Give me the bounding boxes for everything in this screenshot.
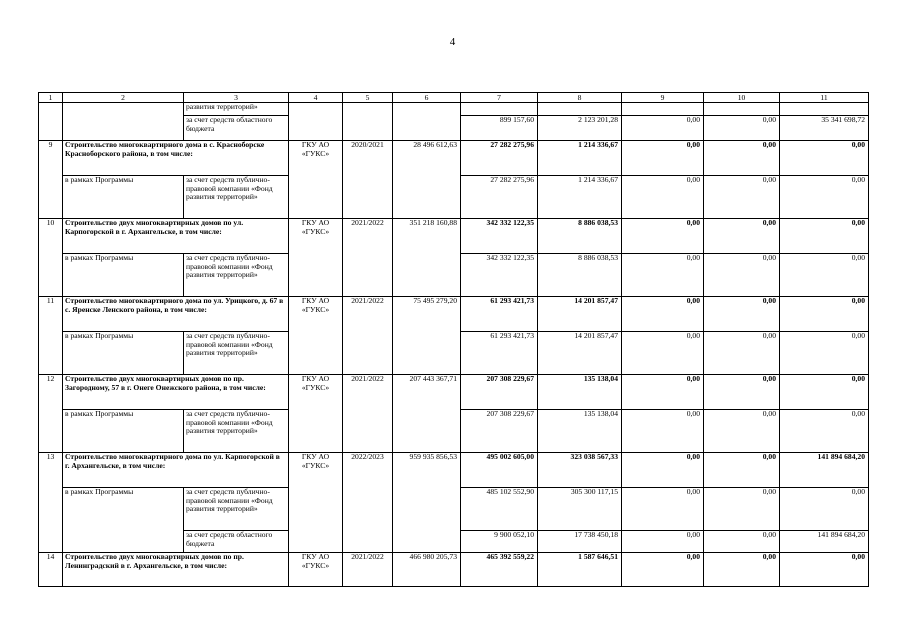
project-name: Строительство многоквартирного дома по ул. Урицкого, д. 67 в с. Яренске Ленского района, в том числе: [63,297,289,332]
value-cell: 0,00 [704,332,780,375]
funding-source: за счет средств публично-правовой компании «Фонд развития территорий» [184,488,289,531]
project-name: Строительство двух многоквартирных домов по пр. Ленинградский в г. Архангельске, в том числе: [63,553,289,587]
program-label: в рамках Программы [63,254,184,297]
col-number: 6 [393,93,461,103]
value-cell: 0,00 [622,531,704,553]
value-cell: 141 894 684,20 [780,453,869,488]
value-cell: 0,00 [704,410,780,453]
project-row [39,219,869,254]
value-cell: 305 300 117,15 [538,488,622,531]
row-number: 14 [39,553,63,587]
value-cell: 135 138,04 [538,375,622,410]
value-cell: 1 214 336,67 [538,176,622,219]
customer: ГКУ АО «ГУКС» [289,219,343,297]
value-cell: 0,00 [780,410,869,453]
value-cell: 465 392 559,22 [461,553,538,587]
value-cell: 342 332 122,35 [461,254,538,297]
table-row [39,103,869,116]
col-number: 2 [63,93,184,103]
value-cell: 0,00 [622,375,704,410]
value-cell: 0,00 [780,332,869,375]
total-cost: 351 218 160,88 [393,219,461,297]
value-cell: 0,00 [780,297,869,332]
value-cell: 9 900 052,10 [461,531,538,553]
value-cell: 0,00 [780,488,869,531]
value-cell: 0,00 [780,141,869,176]
value-cell: 0,00 [780,375,869,410]
row-number: 9 [39,141,63,219]
value-cell: 0,00 [622,453,704,488]
col-number: 5 [343,93,393,103]
value-cell: 0,00 [704,176,780,219]
customer: ГКУ АО «ГУКС» [289,553,343,587]
total-cost: 207 443 367,71 [393,375,461,453]
financing-table [38,92,869,587]
row-number: 12 [39,375,63,453]
value-cell: 0,00 [704,488,780,531]
project-row [39,141,869,176]
value-cell: 135 138,04 [538,410,622,453]
col-number: 11 [780,93,869,103]
period: 2020/2021 [343,141,393,219]
col-number: 7 [461,93,538,103]
value-cell: 8 886 038,53 [538,254,622,297]
value-cell: 8 886 038,53 [538,219,622,254]
col-number: 1 [39,93,63,103]
program-label: в рамках Программы [63,488,184,553]
funding-source: за счет средств публично-правовой компании «Фонд развития территорий» [184,332,289,375]
total-cost: 75 495 279,20 [393,297,461,375]
value-cell: 2 123 201,28 [538,116,622,141]
value-cell: 323 038 567,33 [538,453,622,488]
funding-source: развития территорий» [184,103,289,116]
value-cell: 0,00 [780,219,869,254]
funding-source: за счет средств публично-правовой компании «Фонд развития территорий» [184,254,289,297]
value-cell: 0,00 [622,297,704,332]
value-cell: 0,00 [704,453,780,488]
funding-source: за счет средств публично-правовой компании «Фонд развития территорий» [184,410,289,453]
value-cell: 0,00 [622,410,704,453]
project-row [39,375,869,410]
value-cell: 17 738 450,18 [538,531,622,553]
value-cell: 35 341 698,72 [780,116,869,141]
value-cell: 0,00 [622,141,704,176]
value-cell: 899 157,60 [461,116,538,141]
value-cell: 0,00 [780,254,869,297]
total-cost: 959 935 856,53 [393,453,461,553]
value-cell: 0,00 [704,219,780,254]
value-cell: 14 201 857,47 [538,297,622,332]
funding-source: за счет средств областного бюджета [184,531,289,553]
project-name: Строительство двух многоквартирных домов по пр. Загородному, 57 в г. Онеге Онежского района, в том числе: [63,375,289,410]
value-cell: 0,00 [622,219,704,254]
column-number-row [39,93,869,103]
funding-source: за счет средств областного бюджета [184,116,289,141]
value-cell: 495 002 605,00 [461,453,538,488]
total-cost: 466 980 205,73 [393,553,461,587]
project-name: Строительство многоквартирного дома в с. Красноборске Красноборского района, в том числе: [63,141,289,176]
value-cell: 342 332 122,35 [461,219,538,254]
value-cell: 0,00 [704,116,780,141]
period: 2022/2023 [343,453,393,553]
value-cell: 0,00 [622,176,704,219]
row-number: 13 [39,453,63,553]
period: 2021/2022 [343,375,393,453]
value-cell: 14 201 857,47 [538,332,622,375]
row-number: 10 [39,219,63,297]
project-row [39,453,869,488]
value-cell: 0,00 [780,176,869,219]
project-name: Строительство многоквартирного дома по ул. Карпогорской в г. Архангельске, в том числе: [63,453,289,488]
project-row [39,297,869,332]
value-cell: 485 102 552,90 [461,488,538,531]
row-number: 11 [39,297,63,375]
customer: ГКУ АО «ГУКС» [289,297,343,375]
col-number: 10 [704,93,780,103]
value-cell: 0,00 [704,531,780,553]
col-number: 9 [622,93,704,103]
customer: ГКУ АО «ГУКС» [289,375,343,453]
value-cell: 0,00 [622,488,704,531]
program-label: в рамках Программы [63,410,184,453]
project-row [39,553,869,587]
value-cell: 0,00 [780,553,869,587]
value-cell: 61 293 421,73 [461,332,538,375]
page-number: 4 [449,36,456,48]
col-number: 4 [289,93,343,103]
period: 2021/2022 [343,297,393,375]
value-cell: 0,00 [704,297,780,332]
value-cell: 0,00 [622,116,704,141]
customer: ГКУ АО «ГУКС» [289,453,343,553]
value-cell: 0,00 [704,141,780,176]
value-cell: 0,00 [704,254,780,297]
value-cell: 27 282 275,96 [461,141,538,176]
value-cell: 1 214 336,67 [538,141,622,176]
value-cell: 207 308 229,67 [461,410,538,453]
col-number: 8 [538,93,622,103]
total-cost: 28 496 612,63 [393,141,461,219]
project-name: Строительство двух многоквартирных домов по ул. Карпогорской в г. Архангельске, в том числе: [63,219,289,254]
value-cell: 0,00 [622,332,704,375]
value-cell: 0,00 [704,553,780,587]
period: 2021/2022 [343,553,393,587]
col-number: 3 [184,93,289,103]
value-cell: 0,00 [622,254,704,297]
value-cell: 27 282 275,96 [461,176,538,219]
value-cell: 1 587 646,51 [538,553,622,587]
customer: ГКУ АО «ГУКС» [289,141,343,219]
value-cell: 0,00 [704,375,780,410]
program-label: в рамках Программы [63,332,184,375]
value-cell: 0,00 [622,553,704,587]
period: 2021/2022 [343,219,393,297]
value-cell: 207 308 229,67 [461,375,538,410]
funding-source: за счет средств публично-правовой компании «Фонд развития территорий» [184,176,289,219]
value-cell: 141 894 684,20 [780,531,869,553]
value-cell: 61 293 421,73 [461,297,538,332]
program-label: в рамках Программы [63,176,184,219]
